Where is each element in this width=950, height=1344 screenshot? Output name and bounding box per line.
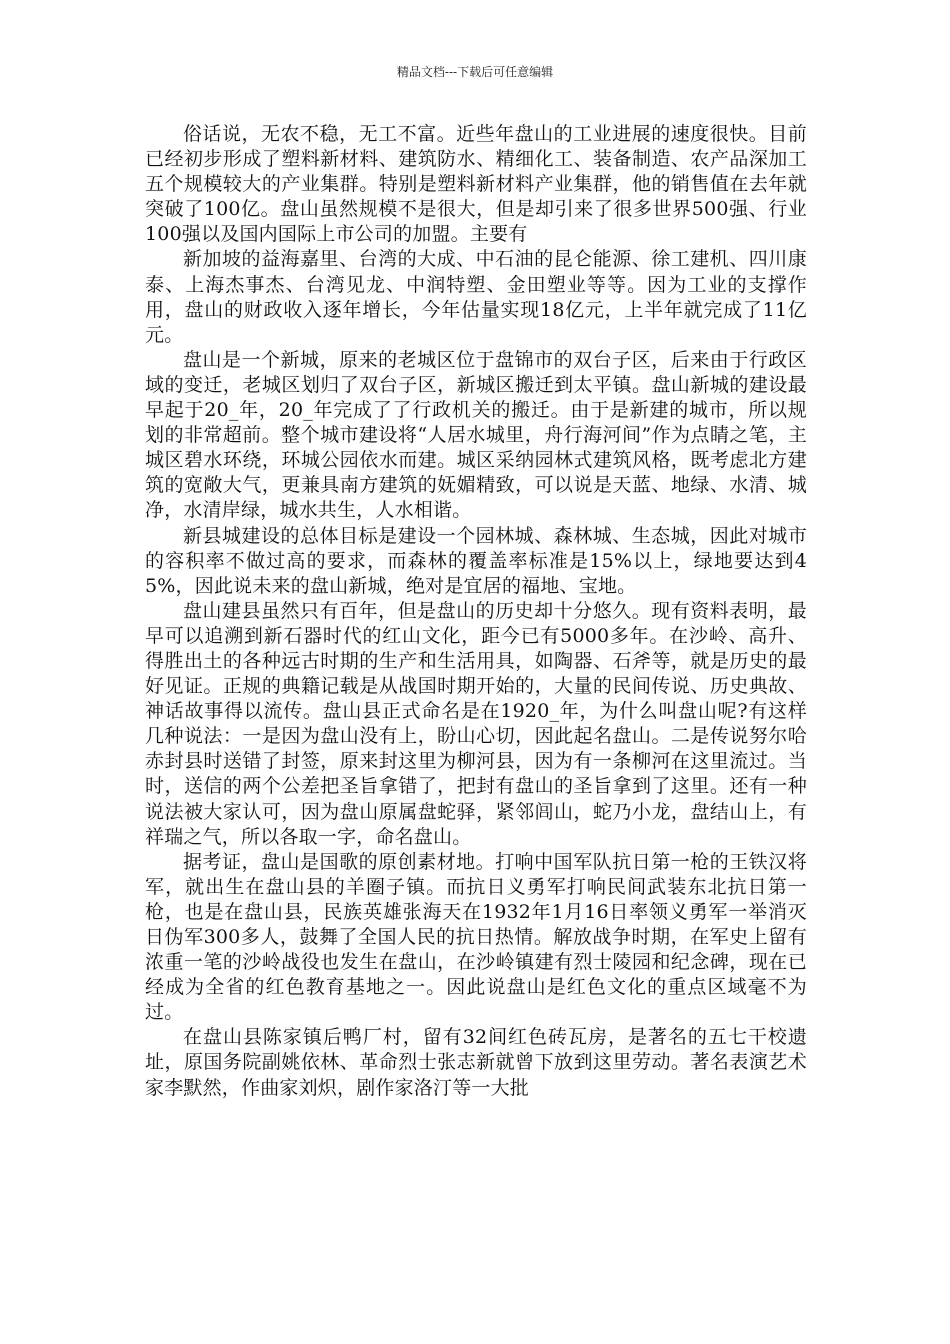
- paragraph-new-city: 盘山是一个新城，原来的老城区位于盘锦市的双台子区，后来由于行政区域的变迁，老城区划归了双台子区，新城区搬迁到太平镇。盘山新城的建设最早起于20_年，20_年完成了了行政机关的搬迁。由于是新建的城市，所以规划的非常超前。整个城市建设将“人居水城里，舟行海河间”作为点睛之笔，主城区碧水环绕，环城公园依水而建。城区采纳园林式建筑风格，既考虑北方建筑的宽敞大气，更兼具南方建筑的妩媚精致，可以说是天蓝、地绿、水清、城净，水清岸绿，城水共生，人水相谐。: [145, 348, 807, 522]
- paragraph-companies: 新加坡的益海嘉里、台湾的大成、中石油的昆仑能源、徐工建机、四川康泰、上海杰事杰、台湾见龙、中润特塑、金田塑业等等。因为工业的支撑作用，盘山的财政收入逐年增长，今年估量实现18亿元，上半年就完成了11亿元。: [145, 248, 807, 346]
- paragraph-anthem-origin: 据考证，盘山是国歌的原创素材地。打响中国军队抗日第一枪的王铁汉将军，就出生在盘山县的羊圈子镇。而抗日义勇军打响民间武装东北抗日第一枪，也是在盘山县，民族英雄张海天在1932年1月16日率领义勇军一举消灭日伪军300多人，鼓舞了全国人民的抗日热情。解放战争时期，在军史上留有浓重一笔的沙岭战役也发生在盘山，在沙岭镇建有烈士陵园和纪念碑，现在已经成为全省的红色教育基地之一。因此说盘山是红色文化的重点区域毫不为过。: [145, 850, 807, 1024]
- page-header: 精品文档---下载后可任意编辑: [396, 65, 554, 79]
- paragraph-industry: 俗话说，无农不稳，无工不富。近些年盘山的工业进展的速度很快。目前已经初步形成了塑料新材料、建筑防水、精细化工、装备制造、农产品深加工五个规模较大的产业集群。特别是塑料新材料产业集群，他的销售值在去年就突破了100亿。盘山虽然规模不是很大，但是却引来了很多世界500强、行业100强以及国内国际上市公司的加盟。主要有: [145, 123, 807, 246]
- paragraph-history: 盘山建县虽然只有百年，但是盘山的历史却十分悠久。现有资料表明，最早可以追溯到新石器时代的红山文化，距今已有5000多年。在沙岭、高升、得胜出土的各种远古时期的生产和生活用具，如陶器、石斧等，就是历史的最好见证。正规的典籍记载是从战国时期开始的，大量的民间传说、历史典故、神话故事得以流传。盘山县正式命名是在1920_年，为什么叫盘山呢?有这样几种说法：一是因为盘山没有上，盼山心切，因此起名盘山。二是传说努尔哈赤封县时送错了封签，原来封这里为柳河县，因为有一条柳河在这里流过。当时，送信的两个公差把圣旨拿错了，把封有盘山的圣旨拿到了这里。还有一种说法被大家认可，因为盘山原属盘蛇驿，紧邻闾山，蛇乃小龙，盘结山上，有祥瑞之气，所以各取一字，命名盘山。: [145, 599, 807, 848]
- document-body: [145, 122, 807, 1101]
- paragraph-county-goals: 新县城建设的总体目标是建设一个园林城、森林城、生态城，因此对城市的容积率不做过高的要求，而森林的覆盖率标准是15%以上，绿地要达到45%，因此说未来的盘山新城，绝对是宜居的福地、宝地。: [145, 524, 807, 597]
- paragraph-cadre-school: 在盘山县陈家镇后鸭厂村，留有32间红色砖瓦房，是著名的五七干校遗址，原国务院副姚依林、革命烈士张志新就曾下放到这里劳动。著名表演艺术家李默然，作曲家刘炽，剧作家洛汀等一大批: [145, 1026, 807, 1099]
